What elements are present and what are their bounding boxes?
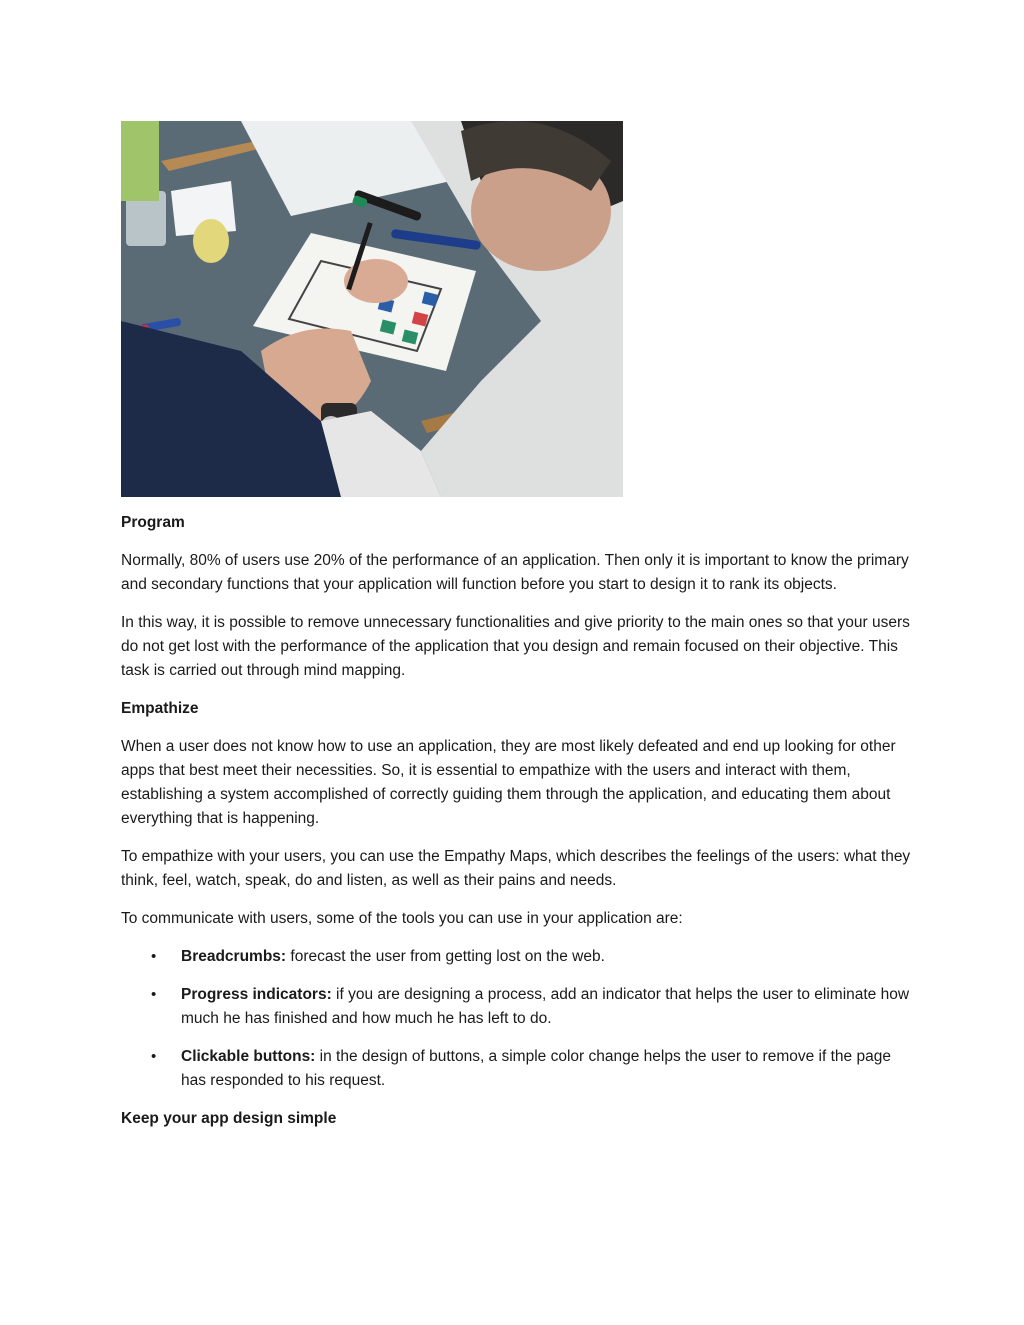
paragraph: To empathize with your users, you can use the Empathy Maps, which describes the feelings of the users: what they think, feel, watch, speak, do and listen, as well as their pains and needs. bbox=[121, 848, 911, 889]
paragraph: To communicate with users, some of the tools you can use in your application are: bbox=[121, 910, 683, 927]
paragraph: When a user does not know how to use an application, they are most likely defeated and end up looking for other apps that best meet their necessities. So, it is essential to empathize with the users and interact with them, establishing a system accomplished of correctly guiding them through the application, and educating them about everything that is happening. bbox=[121, 738, 896, 827]
section-heading-empathize: Empathize bbox=[121, 700, 199, 717]
list-item bbox=[121, 983, 911, 1031]
list-item-term: Clickable buttons: bbox=[181, 1048, 316, 1065]
list-item-text: forecast the user from getting lost on the web. bbox=[286, 948, 605, 965]
hero-photo bbox=[121, 121, 623, 497]
list-item bbox=[121, 1045, 911, 1093]
article-body bbox=[121, 511, 911, 1145]
list-item-text: in the design of buttons, a simple color change helps the user to remove if the page has responded to his request. bbox=[181, 1048, 891, 1089]
list-item-term: Breadcrumbs: bbox=[181, 948, 287, 965]
section-heading-keep-simple: Keep your app design simple bbox=[121, 1110, 337, 1127]
sketching-photo-illustration bbox=[121, 121, 623, 497]
paragraph: In this way, it is possible to remove unnecessary functionalities and give priority to the main ones so that your users do not get lost with the performance of the application that you design and remain focused on their objective. This task is carried out through mind mapping. bbox=[121, 614, 910, 679]
bullet-icon: • bbox=[151, 986, 157, 1003]
bullet-icon: • bbox=[151, 1048, 157, 1065]
list-item bbox=[121, 945, 911, 969]
bullet-icon: • bbox=[151, 948, 157, 965]
list-item-term: Progress indicators: bbox=[181, 986, 332, 1003]
list-item-text: if you are designing a process, add an indicator that helps the user to eliminate how much he has finished and how much he has left to do. bbox=[181, 986, 910, 1027]
tools-list bbox=[121, 945, 911, 1093]
paragraph: Normally, 80% of users use 20% of the performance of an application. Then only it is important to know the primary and secondary functions that your application will function before you start to design it to rank its objects. bbox=[121, 552, 909, 593]
section-heading-program: Program bbox=[121, 514, 185, 531]
